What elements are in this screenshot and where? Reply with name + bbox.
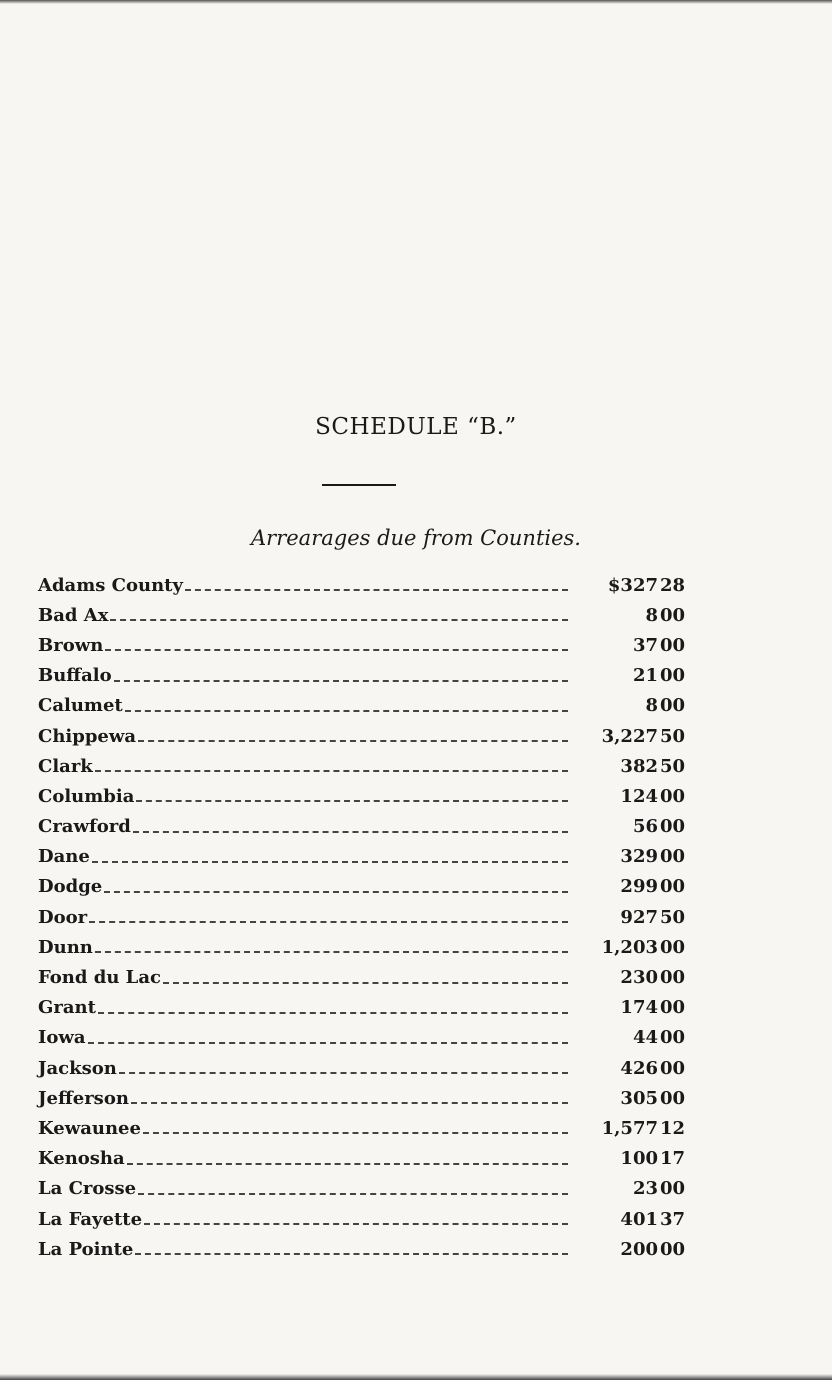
county-name: Dane bbox=[38, 846, 90, 868]
dot-leader bbox=[163, 982, 568, 984]
dot-leader bbox=[143, 1132, 568, 1134]
table-row bbox=[38, 721, 698, 751]
table-row bbox=[38, 1234, 698, 1264]
county-name: Iowa bbox=[38, 1027, 86, 1049]
county-name: Door bbox=[38, 906, 88, 928]
dot-leader bbox=[110, 619, 568, 621]
table-row bbox=[38, 781, 698, 811]
table-row bbox=[38, 932, 698, 962]
table-row bbox=[38, 872, 698, 902]
schedule-subheading: Arrearages due from Counties. bbox=[251, 526, 581, 550]
county-name: Fond du Lac bbox=[38, 967, 161, 989]
county-name: Crawford bbox=[38, 816, 131, 838]
amount-dollars: 56 bbox=[632, 816, 658, 838]
amount-dollars: $327 bbox=[607, 574, 658, 596]
county-name: Brown bbox=[38, 634, 104, 656]
county-name: Jackson bbox=[38, 1057, 117, 1079]
schedule-heading: SCHEDULE “B.” bbox=[315, 414, 517, 440]
dot-leader bbox=[127, 1163, 568, 1165]
amount-cents: 00 bbox=[660, 1087, 686, 1109]
amount-cents: 00 bbox=[660, 967, 686, 989]
county-name: Chippewa bbox=[38, 725, 137, 747]
amount-cents: 50 bbox=[660, 755, 686, 777]
amount-cents: 00 bbox=[660, 936, 686, 958]
amount-cents: 17 bbox=[660, 1148, 686, 1170]
amount-cents: 00 bbox=[660, 1178, 686, 1200]
amount-dollars: 329 bbox=[620, 846, 658, 868]
table-row bbox=[38, 1083, 698, 1113]
amount-dollars: 299 bbox=[620, 876, 658, 898]
amount-dollars: 124 bbox=[620, 785, 658, 807]
dot-leader bbox=[138, 740, 568, 742]
dot-leader bbox=[114, 680, 568, 682]
table-row bbox=[38, 600, 698, 630]
amount-cents: 00 bbox=[660, 1027, 686, 1049]
dot-leader bbox=[131, 1102, 568, 1104]
amount-dollars: 401 bbox=[620, 1208, 658, 1230]
amount-cents: 00 bbox=[660, 816, 686, 838]
amount-dollars: 174 bbox=[620, 997, 658, 1019]
dot-leader bbox=[95, 951, 568, 953]
dot-leader bbox=[92, 861, 568, 863]
dot-leader bbox=[144, 1223, 568, 1225]
table-row bbox=[38, 751, 698, 781]
county-name: Bad Ax bbox=[38, 604, 109, 626]
table-row bbox=[38, 1053, 698, 1083]
county-name: Grant bbox=[38, 997, 96, 1019]
dot-leader bbox=[104, 891, 568, 893]
amount-dollars: 927 bbox=[620, 906, 658, 928]
amount-dollars: 1,203 bbox=[601, 936, 658, 958]
dot-leader bbox=[125, 710, 568, 712]
county-name: La Fayette bbox=[38, 1208, 143, 1230]
dot-leader bbox=[138, 1193, 568, 1195]
amount-dollars: 426 bbox=[620, 1057, 658, 1079]
amount-dollars: 37 bbox=[632, 634, 658, 656]
amount-cents: 00 bbox=[660, 1057, 686, 1079]
county-name: Clark bbox=[38, 755, 93, 777]
amount-dollars: 21 bbox=[632, 665, 658, 687]
county-name: Kewaunee bbox=[38, 1117, 141, 1139]
dot-leader bbox=[98, 1012, 568, 1014]
county-name: La Crosse bbox=[38, 1178, 137, 1200]
amount-cents: 50 bbox=[660, 906, 686, 928]
dot-leader bbox=[133, 831, 568, 833]
table-row bbox=[38, 993, 698, 1023]
dot-leader bbox=[136, 800, 568, 802]
amount-cents: 37 bbox=[660, 1208, 686, 1230]
dot-leader bbox=[135, 1253, 568, 1255]
county-name: Buffalo bbox=[38, 665, 112, 687]
amount-dollars: 23 bbox=[632, 1178, 658, 1200]
page-top-edge bbox=[0, 0, 832, 4]
amount-cents: 00 bbox=[660, 1238, 686, 1260]
amount-dollars: 8 bbox=[645, 604, 658, 626]
amount-dollars: 382 bbox=[620, 755, 658, 777]
amount-cents: 00 bbox=[660, 604, 686, 626]
page-bottom-edge bbox=[0, 1374, 832, 1380]
table-row bbox=[38, 842, 698, 872]
amount-cents: 28 bbox=[660, 574, 686, 596]
table-row bbox=[38, 1023, 698, 1053]
amount-cents: 00 bbox=[660, 785, 686, 807]
amount-dollars: 8 bbox=[645, 695, 658, 717]
amount-dollars: 200 bbox=[620, 1238, 658, 1260]
heading-rule bbox=[322, 484, 396, 486]
amount-dollars: 3,227 bbox=[601, 725, 658, 747]
dot-leader bbox=[88, 1042, 568, 1044]
amount-cents: 00 bbox=[660, 695, 686, 717]
table-row bbox=[38, 570, 698, 600]
county-name: Dodge bbox=[38, 876, 103, 898]
amount-dollars: 305 bbox=[620, 1087, 658, 1109]
table-row bbox=[38, 661, 698, 691]
dot-leader bbox=[105, 649, 568, 651]
table-row bbox=[38, 1204, 698, 1234]
county-name: Adams County bbox=[38, 574, 183, 596]
amount-cents: 50 bbox=[660, 725, 686, 747]
amount-cents: 00 bbox=[660, 665, 686, 687]
dot-leader bbox=[119, 1072, 568, 1074]
county-name: Dunn bbox=[38, 936, 93, 958]
county-name: Calumet bbox=[38, 695, 123, 717]
county-name: Jefferson bbox=[38, 1087, 129, 1109]
table-row bbox=[38, 812, 698, 842]
table-row bbox=[38, 962, 698, 992]
county-name: La Pointe bbox=[38, 1238, 134, 1260]
table-row bbox=[38, 691, 698, 721]
table-row bbox=[38, 1113, 698, 1143]
amount-cents: 00 bbox=[660, 997, 686, 1019]
dot-leader bbox=[95, 770, 568, 772]
amount-cents: 00 bbox=[660, 634, 686, 656]
table-row bbox=[38, 902, 698, 932]
amount-dollars: 1,577 bbox=[601, 1117, 658, 1139]
county-name: Kenosha bbox=[38, 1148, 125, 1170]
amount-cents: 00 bbox=[660, 846, 686, 868]
table-row bbox=[38, 630, 698, 660]
table-row bbox=[38, 1174, 698, 1204]
amount-cents: 12 bbox=[660, 1117, 686, 1139]
amount-dollars: 100 bbox=[620, 1148, 658, 1170]
county-name: Columbia bbox=[38, 785, 135, 807]
table-row bbox=[38, 1144, 698, 1174]
dot-leader bbox=[89, 921, 568, 923]
arrearages-table bbox=[38, 570, 698, 1264]
amount-cents: 00 bbox=[660, 876, 686, 898]
amount-dollars: 44 bbox=[632, 1027, 658, 1049]
amount-dollars: 230 bbox=[620, 967, 658, 989]
dot-leader bbox=[185, 589, 568, 591]
